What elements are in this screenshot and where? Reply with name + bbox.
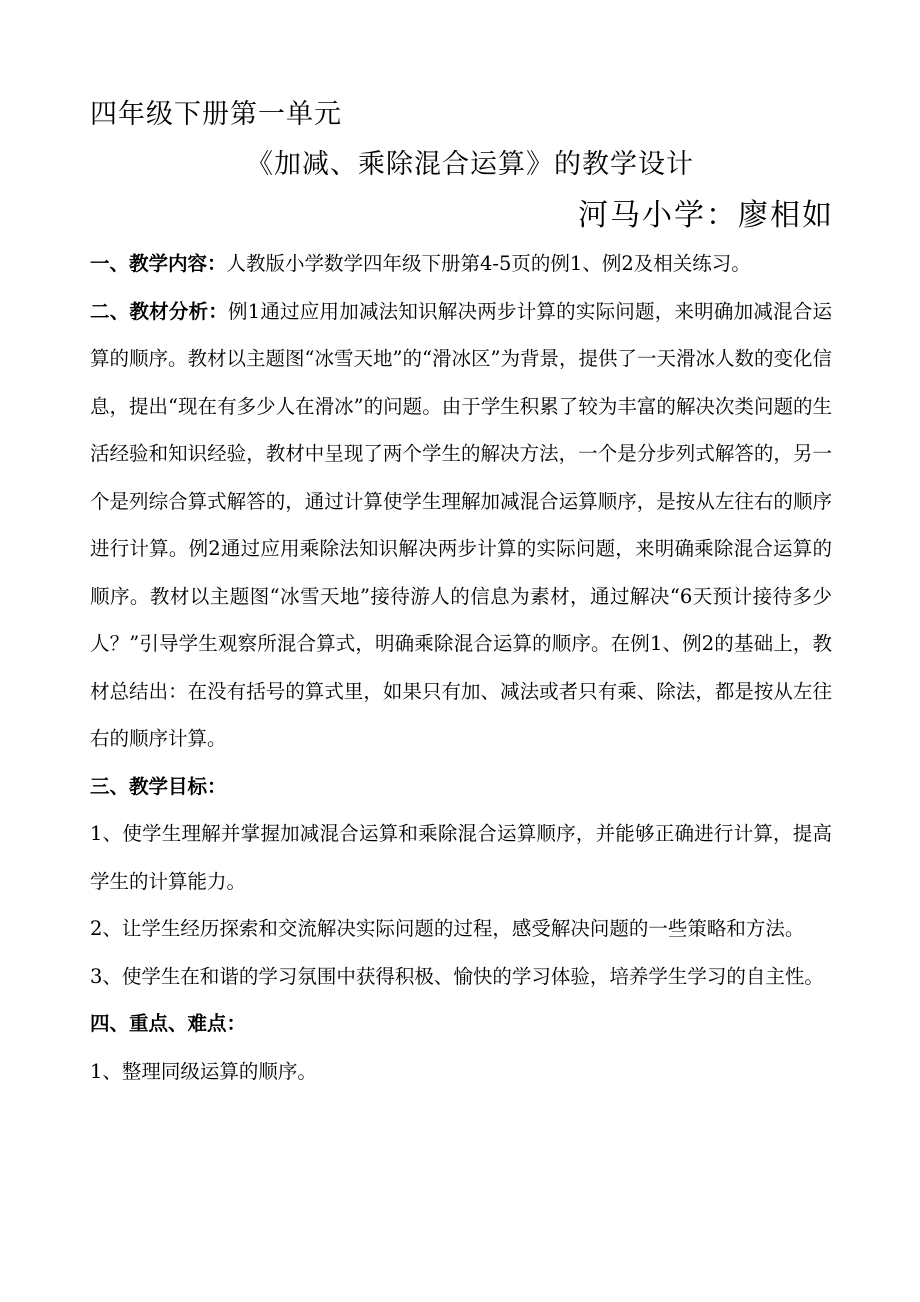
section-teaching-content: [90, 240, 832, 288]
section-text: 人教版小学数学四年级下册第4-5页的例1、例2及相关练习。: [226, 252, 751, 275]
document-body: [90, 240, 832, 1095]
section-heading-goals: 三、教学目标：: [90, 774, 227, 798]
author-line: 河马小学：廖相如: [578, 198, 834, 233]
unit-title: 四年级下册第一单元: [90, 99, 342, 130]
section-heading-key-points: 四、重点、难点：: [90, 1012, 247, 1035]
section-material-analysis: [90, 288, 832, 763]
section-heading: 二、教材分析：: [90, 299, 229, 323]
key-point-item: 1、整理同级运算的顺序。: [90, 1059, 317, 1083]
section-text: 例1通过应用加减法知识解决两步计算的实际问题，来明确加减混合运算的顺序。教材以主题图“冰雪天地”的“滑冰区”为背景，提供了一天滑冰人数的变化信息，提出“现在有多少人在滑冰”的问题。由于学生积累了较为丰富的解决次类问题的生活经验和知识经验，教材中呈现了两个学生的解决方法，一个是分步列式解答的，另一个是列综合算式解答的，通过计算使学生理解加减混合运算顺序，是按从左往右的顺序进行计算。例2通过应用乘除法知识解决两步计算的实际问题，来明确乘除混合运算的顺序。教材以主题图“冰雪天地”接待游人的信息为素材，通过解决“6天预计接待多少人？”引导学生观察所混合算式，明确乘除混合运算的顺序。在例1、例2的基础上，教材总结出：在没有括号的算式里，如果只有加、减法或者只有乘、除法，都是按从左往右的顺序计算。: [90, 299, 832, 750]
section-heading: 一、教学内容：: [90, 252, 227, 275]
goal-item: 1、使学生理解并掌握加减混合运算和乘除混合运算顺序，并能够正确进行计算，提高学生的计算能力。: [90, 822, 832, 893]
goal-item: 3、使学生在和谐的学习氛围中获得积极、愉快的学习体验，培养学生学习的自主性。: [90, 964, 824, 988]
goal-item: 2、让学生经历探索和交流解决实际问题的过程，感受解决问题的一些策略和方法。: [90, 917, 805, 940]
document-title: 《加减、乘除混合运算》的教学设计: [246, 149, 694, 180]
